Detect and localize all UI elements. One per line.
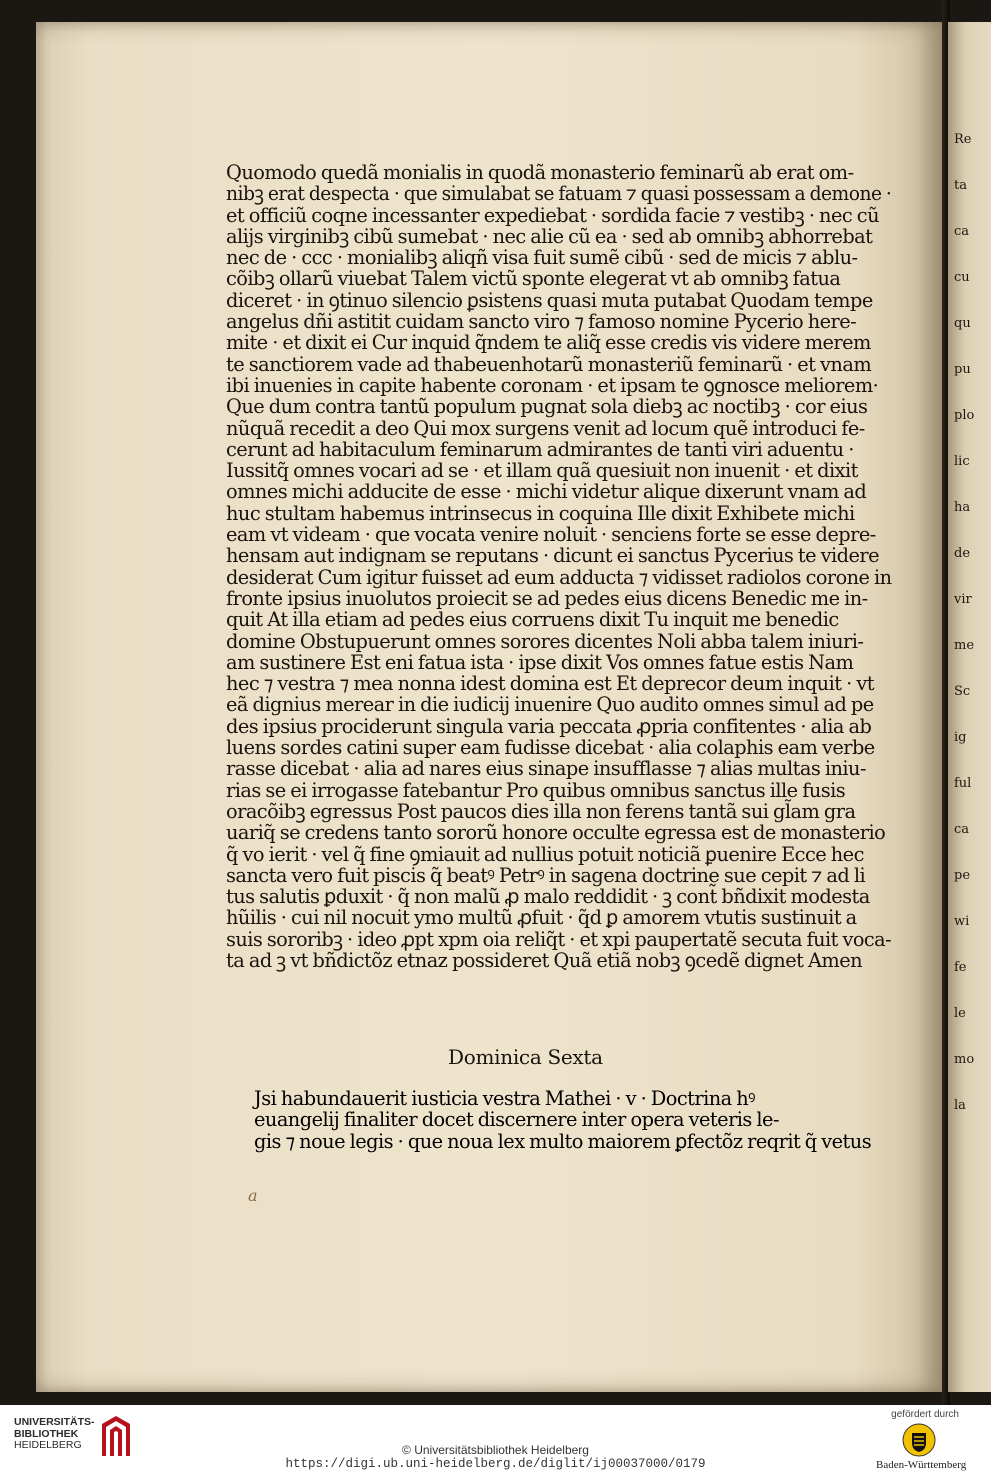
second-section-text [254, 1088, 894, 1152]
text-line: cõibꝫ ollarũ viuebat Talem victũ sponte elegerat vt ab omnibꝫ fatua [226, 267, 841, 291]
facing-page-fragment: ha [954, 500, 971, 515]
main-text-block [226, 162, 896, 971]
facing-page-fragment: mo [954, 1052, 975, 1067]
facing-page-fragment: Re [954, 132, 972, 147]
facing-page-fragment: qu [954, 316, 971, 331]
text-line: diceret · in ꝯtinuo silencio ꝑsistens quasi muta putabat Quodam tempe [226, 288, 873, 312]
text-line: angelus dñi astitit cuidam sancto viro ⁊ famoso nomine Pycerio here- [226, 310, 857, 334]
library-name-line2: BIBLIOTHEK [14, 1427, 79, 1440]
text-line: rasse dicebat · alia ad nares eius sinape insufflasse ⁊ alias multas iniu- [226, 757, 866, 781]
library-name-line3: HEIDELBERG [14, 1439, 82, 1451]
facing-page-edge [948, 22, 991, 1392]
text-line: Que dum contra tantũ populum pugnat sola diebꝫ ac noctibꝫ · cor eius [226, 395, 868, 419]
text-line: sancta vero fuit piscis q̃ beatꝰ Petrꝰ in sagena doctrine sue cepit ⁊ ad li [226, 863, 866, 887]
facing-page-fragment: ca [954, 224, 970, 239]
facing-page-fragment: vir [954, 592, 972, 607]
text-line: quit At illa etiam ad pedes eius corruens dixit Tu inquit me benedic [226, 608, 839, 632]
text-line: nibꝫ erat despecta · que simulabat se fatuam ⁊ quasi possessam a demone · [226, 182, 892, 206]
text-line: euangelij finaliter docet discernere inter opera veteris le- [254, 1108, 779, 1132]
text-line: gis ⁊ noue legis · que noua lex multo maiorem ꝑfectõz reqrit q̃ vetus [254, 1129, 872, 1153]
facing-page-fragment: la [954, 1098, 966, 1113]
text-line: eam vt videam · que vocata venire noluit · senciens forte se esse depre- [226, 523, 876, 547]
facing-page-fragment: ta [954, 178, 967, 193]
text-line: eã dignius merear in die iudicij inuenire Quo audito omnes simul ad pe [226, 693, 874, 717]
text-line: rias se ei irrogasse fatebantur Pro quibus omnibus sanctus ille fusis [226, 778, 846, 802]
text-line: hec ⁊ vestra ⁊ mea nonna idest domina est Et deprecor deum inquit · vt [226, 672, 874, 696]
sponsor-name: Baden-Württemberg [876, 1459, 967, 1471]
facing-page-fragment: lic [954, 454, 970, 469]
facing-page-fragment: pe [954, 868, 971, 883]
facing-page-fragment: pu [954, 362, 971, 377]
text-line: uariq̃ se credens tanto sororũ honore occulte egressa est de monasterio [226, 821, 886, 845]
text-line: cerunt ad habitaculum feminarum admirantes de tanti viri aduentu · [226, 437, 854, 461]
facing-page-fragment: wi [954, 914, 970, 929]
text-line: huc stultam habemus intrinsecus in coquina Ille dixit Exhibete michi [226, 501, 855, 525]
text-line: suis sororibꝫ · ideo ꝓpt xpm oia reliq̃t · et xpi paupertatẽ secuta fuit voca- [226, 927, 892, 951]
facing-page-fragment: plo [954, 408, 975, 423]
copyright-notice: © Universitätsbibliothek Heidelberg [402, 1443, 589, 1457]
text-line: Quomodo quedã monialis in quodã monasterio feminarũ ab erat om- [226, 161, 854, 184]
facing-page-fragment: me [954, 638, 975, 653]
text-line: nũquã recedit a deo Qui mox surgens venit ad locum quẽ introduci fe- [226, 416, 865, 440]
text-line: hũilis · cui nil nocuit ymo multũ ꝓfuit · q̃d ꝑ amorem vtutis sustinuit a [226, 906, 857, 930]
permalink-url[interactable]: https://digi.ub.uni-heidelberg.de/diglit/ij00037000/0179 [285, 1457, 706, 1471]
text-line: Jsi habundauerit iusticia vestra Mathei · v · Doctrina hꝰ [254, 1087, 756, 1110]
text-line: q̃ vo ierit · vel q̃ fine ꝯmiauit ad nullius potuit noticiã ꝑuenire Ecce hec [226, 842, 864, 866]
text-line: fronte ipsius inuolutos proiecit se ad pedes eius dicens Benedic me in- [226, 586, 868, 610]
text-line: desiderat Cum igitur fuisset ad eum adducta ⁊ vidisset radiolos corone in [226, 565, 892, 589]
text-line: omnes michi adducite de esse · michi videtur alique dixerunt vnam ad [226, 480, 867, 504]
section-heading: Dominica Sexta [448, 1045, 603, 1069]
facing-page-fragment: fe [954, 960, 967, 975]
text-line: Iussitq̃ omnes vocari ad se · et illam quã quesiuit non inuenit · et dixit [226, 459, 858, 483]
facing-page-fragment: le [954, 1006, 966, 1021]
state-coat-of-arms-icon [902, 1423, 936, 1457]
text-line: ta ad ꝫ vt bñdictõz etnaz possideret Quã etiã nobꝫ ꝯcedẽ dignet Amen [226, 948, 863, 972]
library-name-line1: UNIVERSITÄTS- [14, 1416, 95, 1428]
text-line: te sanctiorem vade ad thabeuenhotarũ monasteriũ feminarũ · et vnam [226, 352, 872, 376]
facing-page-fragment: cu [954, 270, 970, 285]
text-line: mite · et dixit ei Cur inquid q̃ndem te aliq̃ esse credis vis videre merem [226, 331, 871, 355]
text-line: am sustinere Est eni fatua ista · ipse dixit Vos omnes fatue estis Nam [226, 650, 854, 674]
facing-page-fragment: de [954, 546, 971, 561]
text-line: oracõibꝫ egressus Post paucos dies illa non ferens tantã sui gl̃am gra [226, 799, 856, 823]
manuscript-page [36, 22, 942, 1392]
text-line: alijs virginibꝫ cibũ sumebat · nec alie cũ ea · sed ab omnibꝫ abhorrebat [226, 224, 873, 248]
text-line: hensam aut indignam se reputans · dicunt ei sanctus Pycerius te videre [226, 544, 880, 568]
text-line: ibi inuenies in capite habente coronam · et ipsam te ꝯgnosce meliorem· [226, 373, 879, 397]
facing-page-fragment: Sc [954, 684, 971, 699]
sponsor-label: gefördert durch [891, 1409, 959, 1420]
text-line: luens sordes catini super eam fudisse dicebat · alia colaphis eam verbe [226, 736, 875, 760]
text-line: domine Obstupuerunt omnes sorores dicentes Noli abba talem iniuri- [226, 629, 864, 653]
facing-page-fragment: ig [954, 730, 967, 745]
footer-bar [0, 1405, 991, 1474]
facing-page-fragment: ful [954, 776, 972, 791]
text-line: et officiũ coqne incessanter expediebat · sordida facie ⁊ vestibꝫ · nec cũ [226, 203, 880, 227]
text-line: nec de · ccc · monialibꝫ aliqñ visa fuit sumẽ cibũ · sed de micis ⁊ ablu- [226, 246, 858, 270]
text-line: des ipsius prociderunt singula varia peccata ꝓpria confitentes · alia ab [226, 714, 872, 738]
text-line: tus salutis ꝑduxit · q̃ non malũ ꝓ malo reddidit · ꝫ cont̃ bñdixit modesta [226, 885, 870, 909]
marginal-note: a [248, 1186, 258, 1205]
facing-page-fragment: ca [954, 822, 970, 837]
